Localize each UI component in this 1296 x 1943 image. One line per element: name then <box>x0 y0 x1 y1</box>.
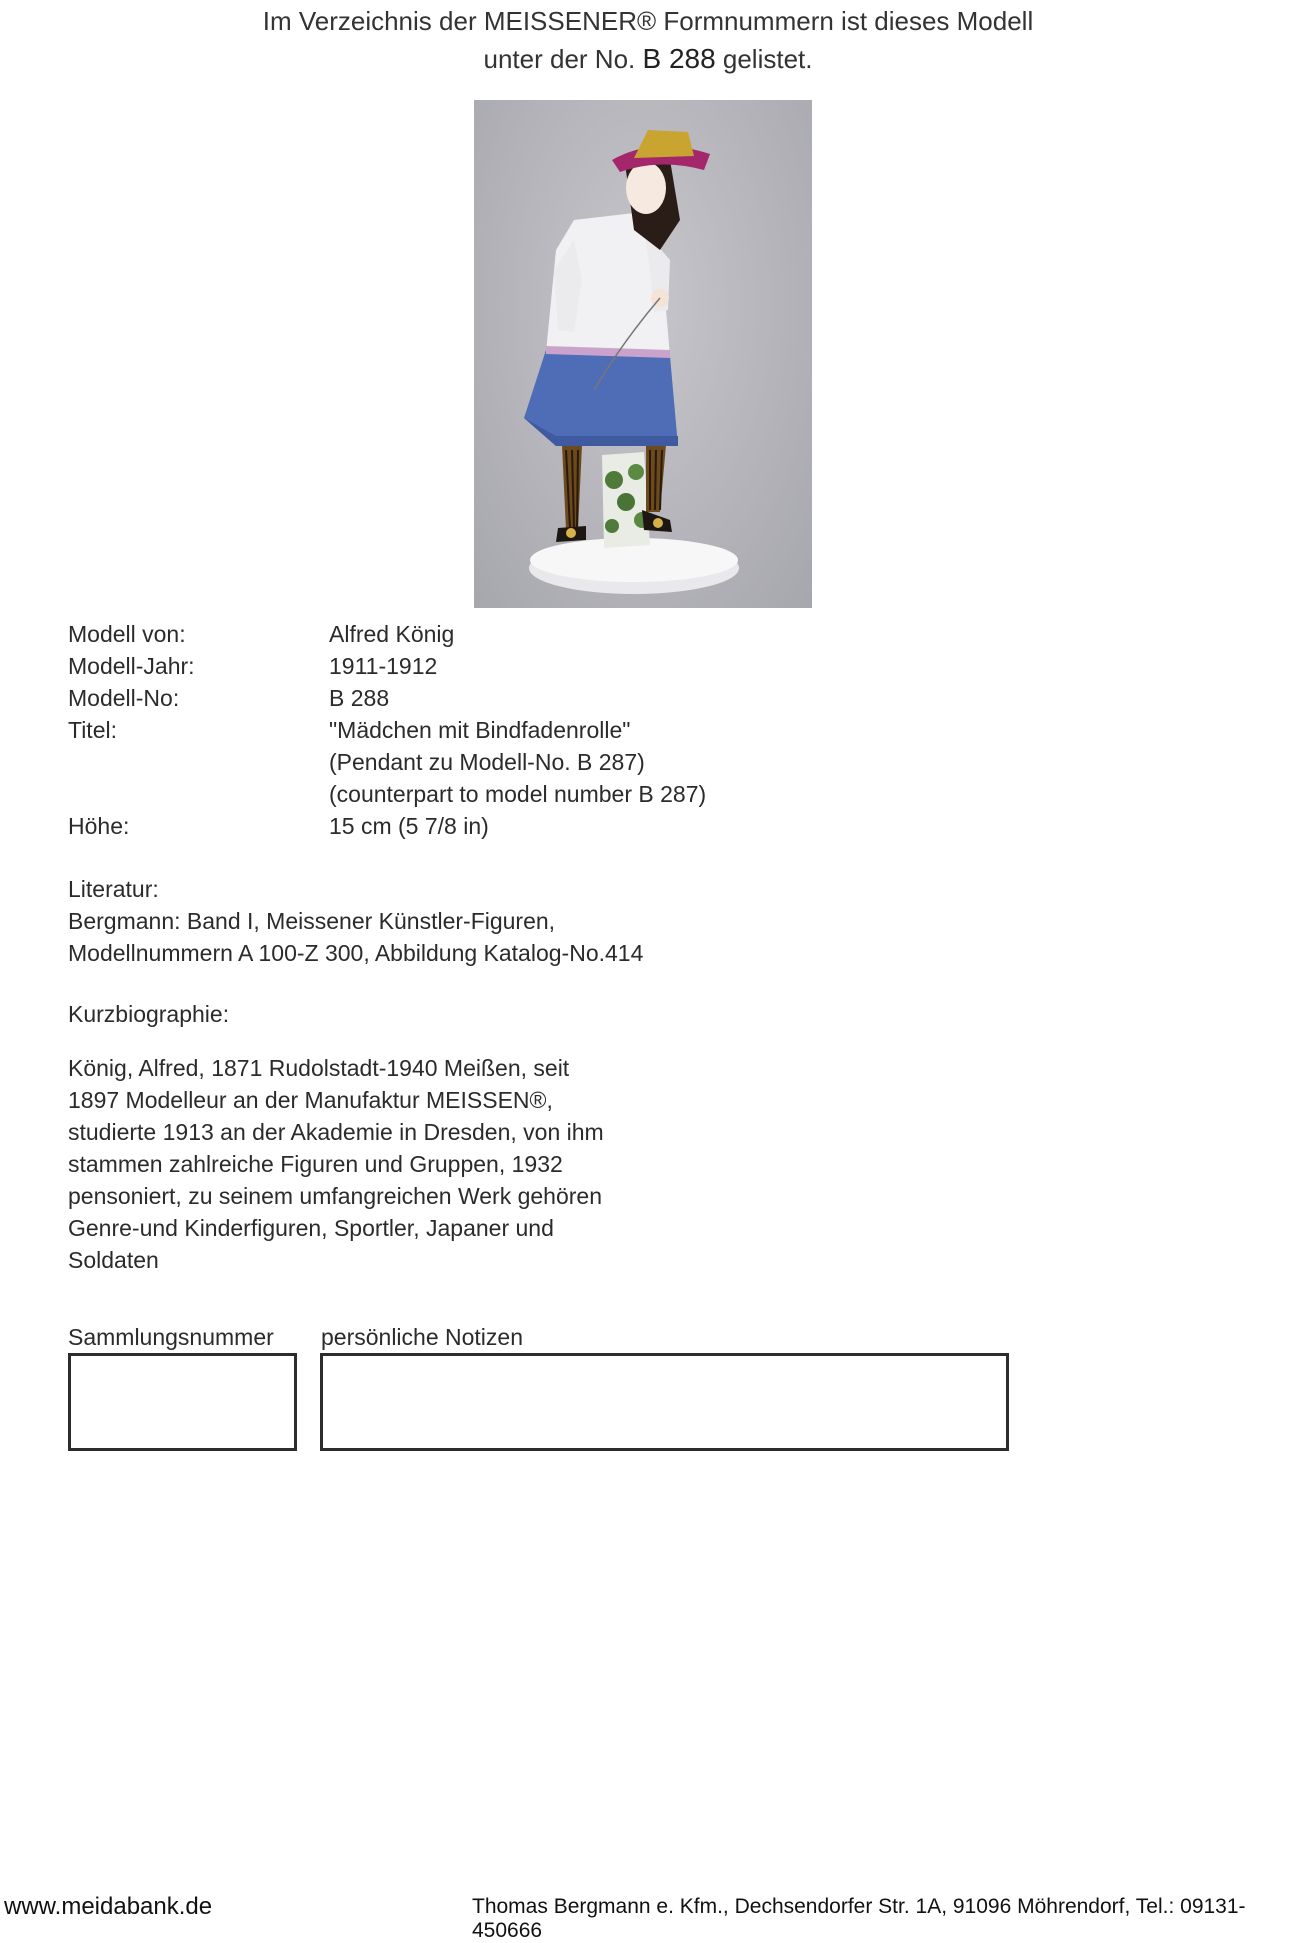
literature-line-1: Bergmann: Band I, Meissener Künstler-Figuren, <box>68 908 556 934</box>
literature-line-2: Modellnummern A 100-Z 300, Abbildung Katalog-No.414 <box>68 940 644 966</box>
modell-von-label: Modell von: <box>68 621 186 647</box>
figurine-illustration <box>474 100 812 608</box>
biography-line: Genre-und Kinderfiguren, Sportler, Japaner und <box>68 1215 554 1241</box>
modell-von-value: Alfred König <box>329 621 455 647</box>
model-details <box>68 618 706 842</box>
biography-heading: Kurzbiographie: <box>68 1001 230 1027</box>
sammlungsnummer-field[interactable] <box>68 1353 297 1451</box>
header-suffix: gelistet. <box>722 44 813 74</box>
header-prefix: unter der No. <box>483 44 636 74</box>
literature-heading: Literatur: <box>68 876 159 902</box>
biography-line: pensoniert, zu seinem umfangreichen Werk gehören <box>68 1183 602 1209</box>
modell-jahr-value: 1911-1912 <box>329 653 438 679</box>
header-line-1: Im Verzeichnis der MEISSENER® Formnummern ist dieses Modell <box>262 6 1034 36</box>
detail-row-modell-jahr <box>68 650 706 682</box>
detail-row-titel <box>68 714 706 810</box>
modell-no-value: B 288 <box>329 685 390 711</box>
footer-address: Thomas Bergmann e. Kfm., Dechsendorfer Str. 1A, 91096 Möhrendorf, Tel.: 09131-450666 <box>472 1895 1246 1942</box>
figurine-photo <box>474 100 812 608</box>
detail-row-hoehe <box>68 810 706 842</box>
biography-line: studierte 1913 an der Akademie in Dresden, von ihm <box>68 1119 604 1145</box>
detail-row-modell-von <box>68 618 706 650</box>
header-model-number: B 288 <box>642 43 716 74</box>
biography-line: stammen zahlreiche Figuren und Gruppen, 1932 <box>68 1151 563 1177</box>
sammlungsnummer-label: Sammlungsnummer <box>68 1324 274 1350</box>
footer-website[interactable]: www.meidabank.de <box>4 1893 213 1920</box>
modell-jahr-label: Modell-Jahr: <box>68 653 195 679</box>
titel-label: Titel: <box>68 717 117 743</box>
titel-line-3: (counterpart to model number B 287) <box>329 781 707 807</box>
titel-line-2: (Pendant zu Modell-No. B 287) <box>329 749 645 775</box>
header-line-2 <box>0 40 1296 78</box>
titel-line-1: "Mädchen mit Bindfadenrolle" <box>329 717 631 743</box>
detail-row-modell-no <box>68 682 706 714</box>
hoehe-label: Höhe: <box>68 813 130 839</box>
biography-line: 1897 Modelleur an der Manufaktur MEISSEN®, <box>68 1087 553 1113</box>
biography-line: Soldaten <box>68 1247 159 1273</box>
notizen-label: persönliche Notizen <box>321 1324 524 1350</box>
titel-value <box>329 714 706 810</box>
hoehe-value: 15 cm (5 7/8 in) <box>329 813 489 839</box>
page-header <box>0 0 1296 78</box>
biography-line: König, Alfred, 1871 Rudolstadt-1940 Meißen, seit <box>68 1055 570 1081</box>
notizen-field[interactable] <box>320 1353 1009 1451</box>
literature-section <box>68 873 643 969</box>
biography-text <box>68 1052 668 1276</box>
modell-no-label: Modell-No: <box>68 685 180 711</box>
